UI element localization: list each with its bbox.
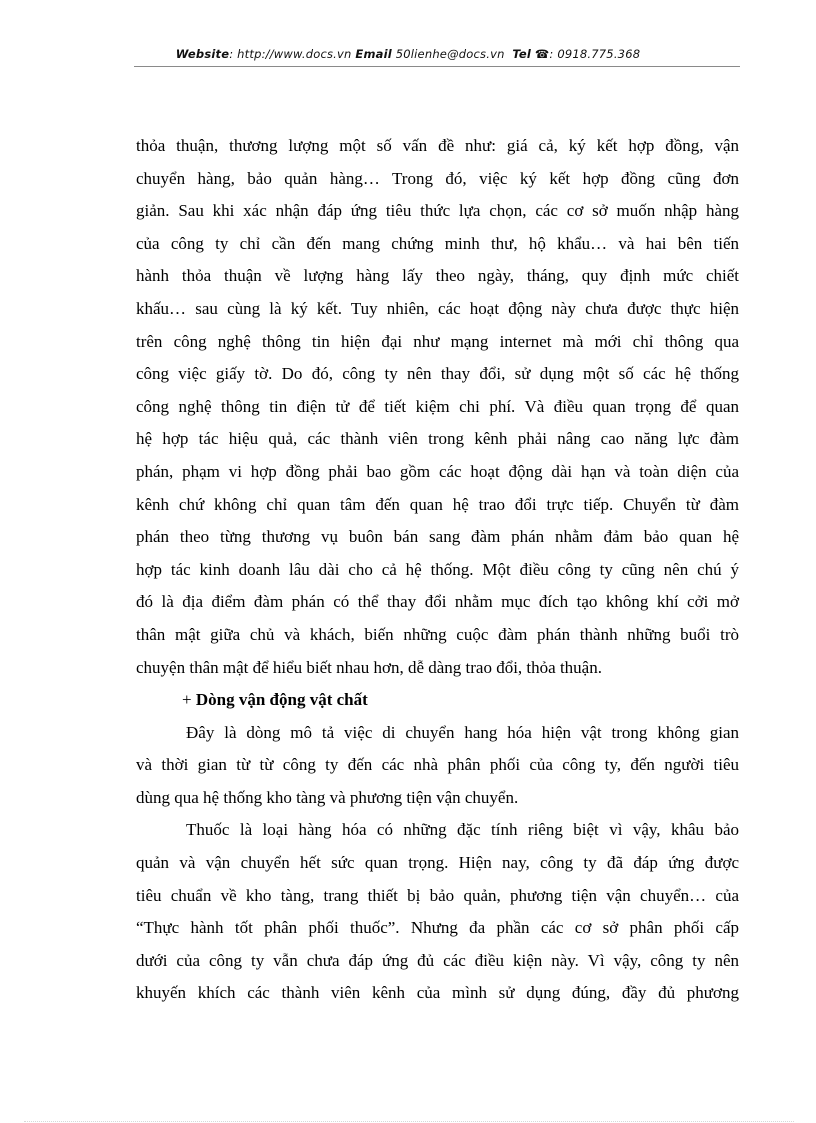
document-body [136,130,739,1010]
text-line: trên công nghệ thông tin hiện đại như mạng internet mà mới chỉ thông qua [136,331,739,351]
text-line: công việc giấy tờ. Do đó, công ty nên thay đổi, sử dụng một số các hệ thống [136,364,739,384]
text-line: hệ hợp tác hiệu quả, các thành viên trong kênh phải nâng cao năng lực đàm [136,429,739,449]
email-value: 50lienhe@docs.vn [391,47,505,61]
email-label: Email [355,47,392,61]
tel-value: : 0918.775.368 [549,47,641,61]
text-line: thân mật giữa chủ và khách, biến những cuộc đàm phán thành những buổi trò [136,624,739,644]
text-line: hành thỏa thuận về lượng hàng lấy theo ngày, tháng, quy định mức chiết [136,266,739,286]
website-value: : http://www.docs.vn [229,47,352,61]
page-header [0,47,816,61]
text-line: Thuốc là loại hàng hóa có những đặc tính riêng biệt vì vậy, khâu bảo [186,820,739,840]
text-line: quản và vận chuyển hết sức quan trọng. Hiện nay, công ty đã đáp ứng được [136,853,739,873]
text-line: chuyển hàng, bảo quản hàng… Trong đó, việc ký kết hợp đồng cũng đơn [136,168,739,188]
text-line: công nghệ thông tin điện tử để tiết kiệm chi phí. Và điều quan trọng để quan [136,396,739,416]
text-line: thỏa thuận, thương lượng một số vấn đề như: giá cả, ký kết hợp đồng, vận [136,136,739,155]
text-line: chuyện thân mật để hiểu biết nhau hơn, dễ dàng trao đổi, thỏa thuận. [136,657,602,677]
text-line: khấu… sau cùng là ký kết. Tuy nhiên, các hoạt động này chưa được thực hiện [136,298,739,318]
text-line: hợp tác kinh doanh lâu dài cho cả hệ thống. Một điều công ty cũng nên chú ý [136,559,739,579]
text-line: “Thực hành tốt phân phối thuốc”. Nhưng đa phần các cơ sở phân phối cấp [136,918,739,938]
website-label: Website [175,47,230,61]
text-line: tiêu chuẩn về kho tàng, trang thiết bị bảo quản, phương tiện vận chuyển… của [136,885,739,905]
text-line: dưới của công ty vẫn chưa đáp ứng đủ các điều kiện này. Vì vậy, công ty nên [136,950,739,970]
text-line: phán theo từng thương vụ buôn bán sang đàm phán nhằm đảm bảo quan hệ [136,527,739,547]
heading-prefix: + [182,690,196,710]
footer-divider [24,1121,794,1122]
text-line: phán, phạm vi hợp đồng phải bao gồm các hoạt động dài hạn và toàn diện của [136,461,739,481]
text-line: kênh chứ không chỉ quan tâm đến quan hệ trao đổi trực tiếp. Chuyển từ đàm [136,494,739,514]
text-line: khuyến khích các thành viên kênh của mình sử dụng đúng, đầy đủ phương [136,983,739,1003]
text-line: giản. Sau khi xác nhận đáp ứng tiêu thức lựa chọn, các cơ sở muốn nhập hàng [136,201,739,221]
text-line: của công ty chỉ cần đến mang chứng minh thư, hộ khẩu… và hai bên tiến [136,233,739,253]
tel-label: Tel [512,47,532,61]
text-line: và thời gian từ từ công ty đến các nhà phân phối của công ty, đến người tiêu [136,755,739,775]
text-line: dùng qua hệ thống kho tàng và phương tiện vận chuyển. [136,787,519,807]
header-divider [134,66,740,67]
phone-icon: ☎ [534,47,550,61]
heading-text: Dòng vận động vật chất [195,690,368,710]
section-heading [136,684,739,717]
text-line: đó là địa điểm đàm phán có thể thay đổi nhằm mục đích tạo không khí cởi mở [136,592,739,612]
text-line: Đây là dòng mô tả việc di chuyển hang hóa hiện vật trong không gian [186,722,739,742]
